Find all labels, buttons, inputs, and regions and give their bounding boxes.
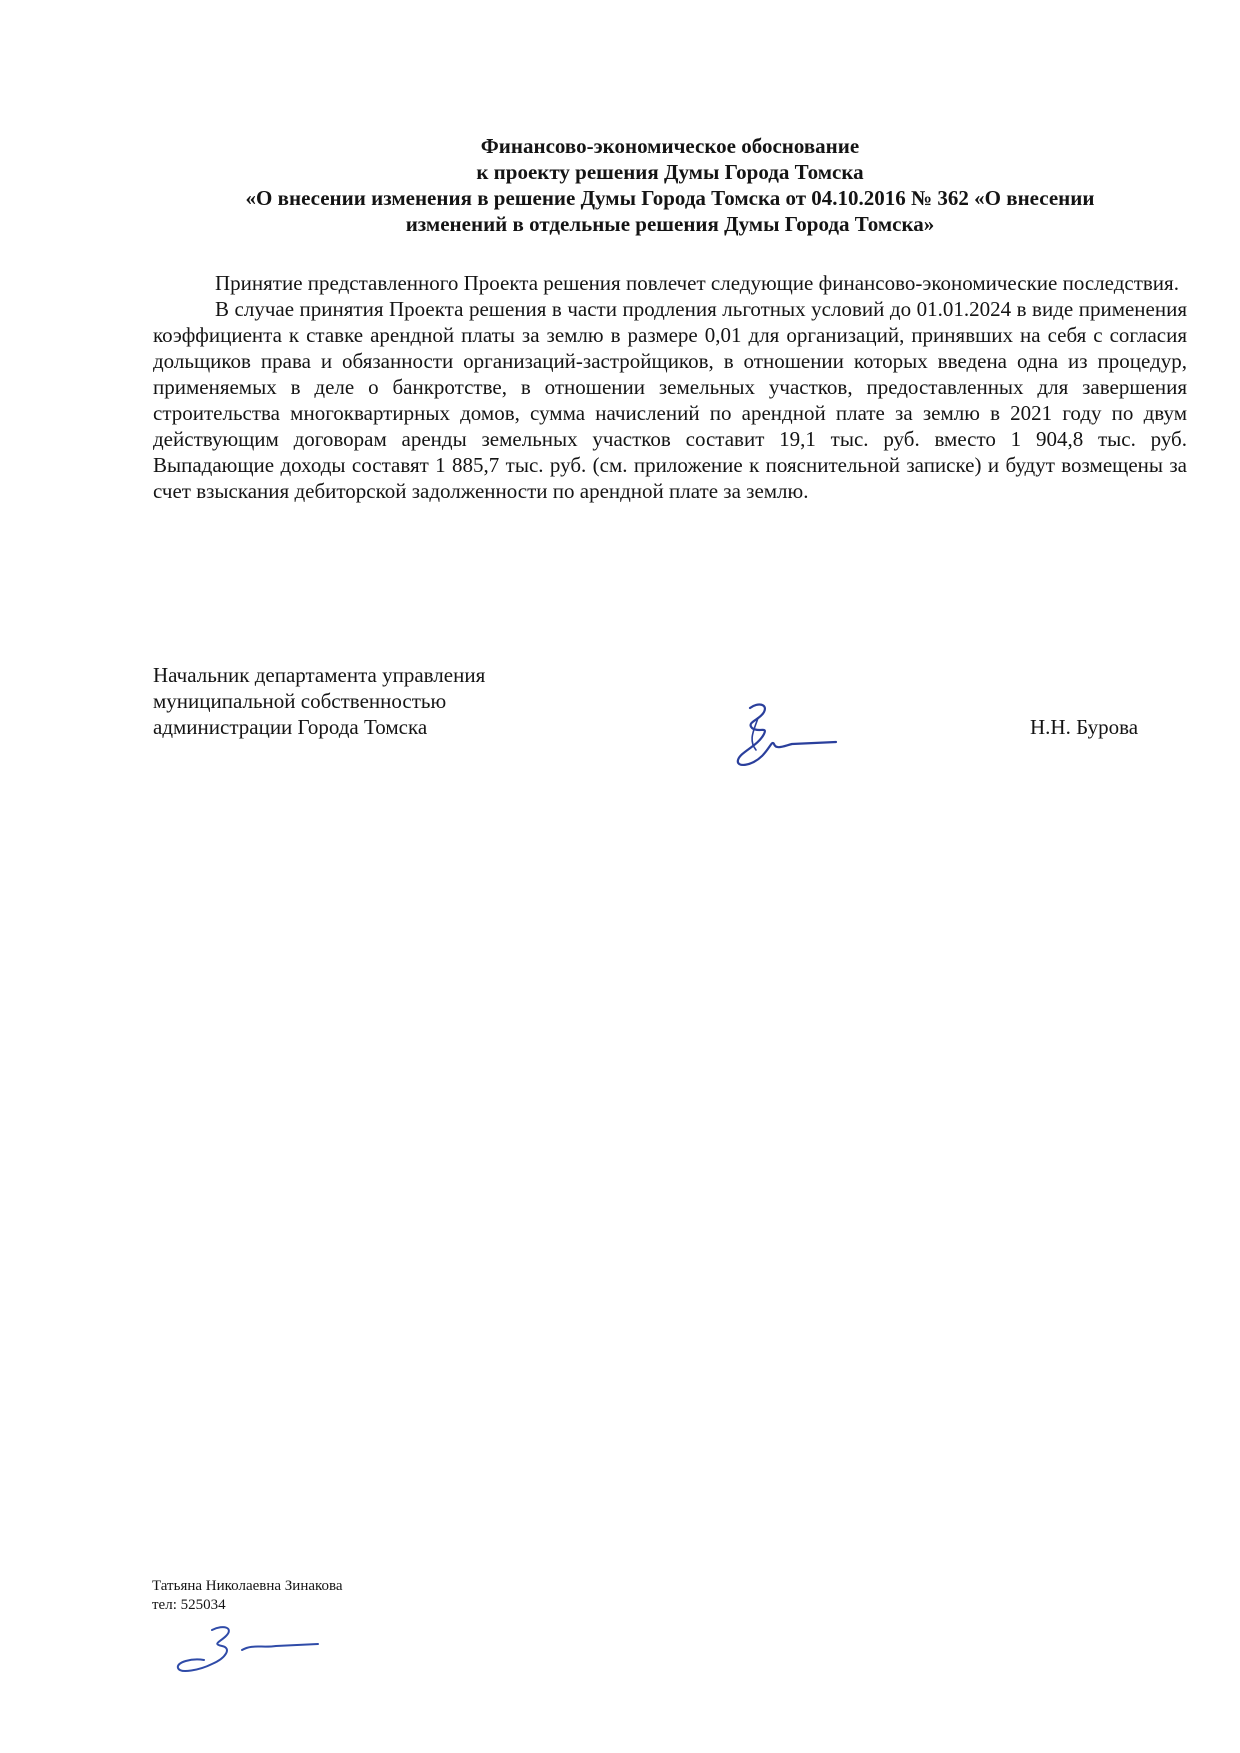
document-title: [150, 133, 1190, 237]
executor-phone: тел: 525034: [152, 1597, 226, 1613]
signatory-position: [153, 662, 485, 740]
position-line: администрации Города Томска: [153, 715, 428, 739]
signatory-name: Н.Н. Бурова: [1030, 715, 1139, 739]
executor-info: [152, 1577, 343, 1615]
position-line: муниципальной собственностью: [153, 689, 447, 713]
initials-icon: [172, 1622, 322, 1677]
title-line: «О внесении изменения в решение Думы Города Томска от 04.10.2016 № 362 «О внесении: [245, 186, 1095, 210]
title-line: изменений в отдельные решения Думы Города Томска»: [405, 212, 935, 236]
position-line: Начальник департамента управления: [153, 663, 486, 687]
body-paragraph: Принятие представленного Проекта решения повлечет следующие финансово-экономические последствия.: [215, 271, 1179, 295]
title-line: Финансово-экономическое обоснование: [480, 134, 860, 158]
signature-icon: [728, 700, 838, 770]
executor-name: Татьяна Николаевна Зинакова: [152, 1578, 343, 1594]
document-body: [153, 270, 1187, 504]
body-paragraph: В случае принятия Проекта решения в части продления льготных условий до 01.01.2024 в виде применения коэффициента к ставке арендной платы за землю в размере 0,01 для организаций, принявших на себя с согласия дольщиков права и обязанности организаций-застройщиков, в отношении которых введена одна из процедур, применяемых в деле о банкротстве, в отношении земельных участков, предоставленных для завершения строительства многоквартирных домов, сумма начислений по арендной плате за землю в 2021 году по двум действующим договорам аренды земельных участков составит 19,1 тыс. руб. вместо 1 904,8 тыс. руб. Выпадающие доходы составят 1 885,7 тыс. руб. (см. приложение к пояснительной записке) и будут возмещены за счет взыскания дебиторской задолженности по арендной плате за землю.: [153, 297, 1187, 503]
title-line: к проекту решения Думы Города Томска: [476, 160, 864, 184]
